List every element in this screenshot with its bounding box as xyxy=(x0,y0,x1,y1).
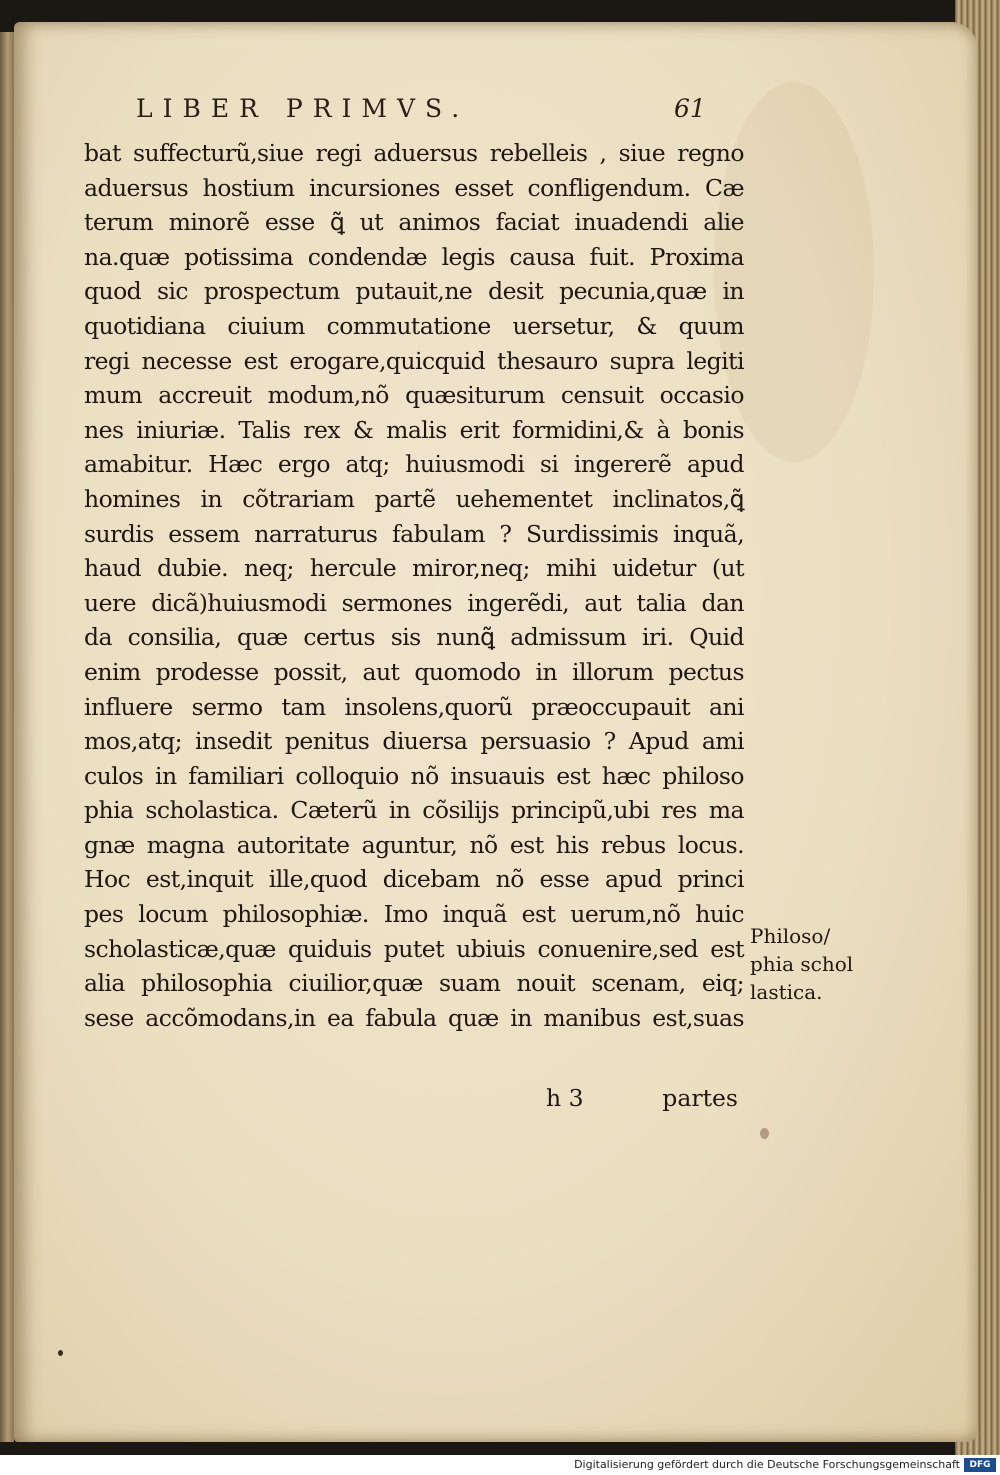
text-line: alia philosophia ciuilior,quæ suam nouit scenam, eiq; xyxy=(84,969,744,998)
marginal-note-line: lastica. xyxy=(750,980,823,1004)
body-text xyxy=(84,136,744,1035)
marginal-note-line: Philoso/ xyxy=(750,924,831,948)
dfg-logo: DFG xyxy=(964,1458,996,1472)
text-line: gnæ magna autoritate aguntur, nõ est his rebus locus. xyxy=(84,830,744,859)
text-line: Hoc est,inquit ille,quod dicebam nõ esse apud princi xyxy=(84,865,744,894)
text-line: amabitur. Hæc ergo atq; huiusmodi si ingererẽ apud xyxy=(84,450,744,479)
text-line: scholasticæ,quæ quiduis putet ubiuis conuenire,sed est xyxy=(84,934,744,963)
text-line: uere dicã)huiusmodi sermones ingerẽdi, aut talia dan xyxy=(84,588,744,617)
text-line: enim prodesse possit, aut quomodo in illorum pectus xyxy=(84,657,744,686)
text-line: pes locum philosophiæ. Imo inquã est uerum,nõ huic xyxy=(84,900,744,929)
book-page xyxy=(14,22,977,1442)
running-head: LIBER PRIMVS. xyxy=(136,94,470,123)
previous-page-edge xyxy=(0,32,14,1442)
text-line: da consilia, quæ certus sis nunꝗ͂ admissum iri. Quid xyxy=(84,623,744,652)
text-line: mos,atq; insedit penitus diuersa persuasio ? Apud ami xyxy=(84,727,744,756)
text-line: influere sermo tam insolens,quorũ præoccupauit ani xyxy=(84,692,744,721)
text-line: na.quæ potissima condendæ legis causa fuit. Proxima xyxy=(84,242,744,271)
funding-credit: Digitalisierung gefördert durch die Deutsche Forschungsgemeinschaft xyxy=(574,1458,960,1471)
catch-line xyxy=(84,1084,744,1118)
catchword: partes xyxy=(662,1084,738,1112)
page-header xyxy=(84,94,754,130)
marginal-note-line: phia schol xyxy=(750,952,854,976)
text-line: culos in familiari colloquio nõ insuauis est hæc philoso xyxy=(84,761,744,790)
text-line: nes iniuriæ. Talis rex & malis erit formidini,& à bonis xyxy=(84,415,744,444)
text-line: terum minorẽ esse ꝗ͂ ut animos faciat inuadendi alie xyxy=(84,208,744,237)
text-line: quotidiana ciuium commutatione uersetur, & quum xyxy=(84,311,744,340)
text-line: homines in cõtrariam partẽ uehementet inclinatos,ꝗ͂ xyxy=(84,484,744,513)
text-line: bat suffecturũ,siue regi aduersus rebelleis , siue regno xyxy=(84,139,744,167)
text-line: mum accreuit modum,nõ quæsiturum censuit occasio xyxy=(84,381,744,410)
footer-bar xyxy=(0,1455,1000,1475)
text-line: aduersus hostium incursiones esset confligendum. Cæ xyxy=(84,173,744,202)
ink-speck xyxy=(58,1350,63,1356)
text-line: sese accõmodans,in ea fabula quæ in manibus est,suas xyxy=(84,1003,744,1032)
text-line: surdis essem narraturus fabulam ? Surdissimis inquã, xyxy=(84,519,744,548)
text-line: phia scholastica. Cæterũ in cõsilijs principũ,ubi res ma xyxy=(84,796,744,825)
ink-speck xyxy=(760,1128,769,1139)
text-line: haud dubie. neq; hercule miror,neq; mihi uidetur (ut xyxy=(84,554,744,583)
text-line: quod sic prospectum putauit,ne desit pecunia,quæ in xyxy=(84,277,744,306)
marginal-note xyxy=(750,922,860,1006)
folio-number: 61 xyxy=(674,94,706,123)
signature-mark: h 3 xyxy=(546,1084,584,1112)
text-line: regi necesse est erogare,quicquid thesauro supra legiti xyxy=(84,346,744,375)
